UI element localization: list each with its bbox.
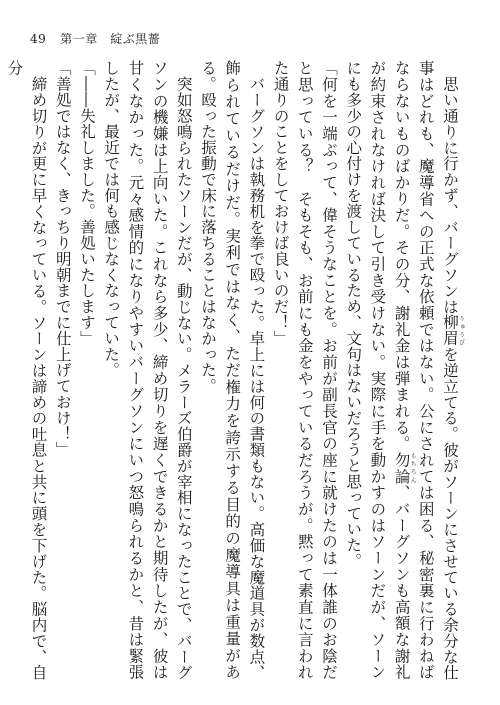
paragraph-2: 「何を一端ぶって、偉そうなことを。お前が副長官の座に就けたのは一体誰のお陰だと思っている？ そもそも、お前にも金をやっているだろうが。黙って素直に言われた通りのことをしておけば良いのだ！」 <box>271 60 338 680</box>
paragraph-6: 「善処ではなく、きっちり明朝までに仕上げておけ！」 <box>53 60 72 458</box>
ruby-mochiron <box>392 451 417 485</box>
paragraph-1-part-2: を逆立てる。彼がソーンにさせている余分な仕事はどれも、魔導省への正式な依頼ではない。公にされては困る、秘密裏に行わねばならないものばかりだ。その分、謝礼金は弾まれる。 <box>392 60 459 681</box>
page-number: 49 <box>30 32 47 46</box>
running-head <box>30 30 160 47</box>
ruby-ryubi <box>441 314 465 346</box>
paragraph-4: 突如怒鳴られたソーンだが、動じない。メラーズ伯爵が宰相になったことで、バーグソンの機嫌は上向いた。これなら多少、締め切りを遅くできるかと期待したが、彼は甘くなかった。元々感情的になりやすいバーグソンにいつ怒鳴られるかと、昔は緊張したが、最近では何も感じなくなっていた。 <box>102 60 193 680</box>
ruby-ryubi-reading: りゅうび <box>457 314 465 346</box>
paragraph-5: 「――失礼しました。善処いたします」 <box>77 60 96 347</box>
chapter-title: 第一章 綻ぶ黒薔 <box>60 32 161 46</box>
paragraph-7: 締め切りが更に早くなっている。ソーンは諦めの吐息と共に頭を下げた。脳内で、自分 <box>5 60 48 680</box>
ruby-mochiron-base: 勿論 <box>392 451 411 485</box>
ruby-ryubi-base: 柳眉 <box>441 314 459 346</box>
paragraph-1 <box>341 60 464 680</box>
body-text <box>5 60 465 681</box>
ruby-mochiron-reading: もちろん <box>409 451 417 485</box>
paragraph-1-part-1: 思い通りに行かず、バーグソンは <box>441 75 459 315</box>
paragraph-3: バーグソンは執務机を拳で殴った。卓上には何の書類もない。高価な魔道具が数点、飾られているだけだ。実利ではなく、ただ権力を誇示する目的の魔導具は重量がある。殴った振動で床に落ちることはなかった。 <box>198 60 266 680</box>
paragraph-1-part-3: 、バーグソンも高額な謝礼が約束されなければ決して引き受けない。実際に手を動かすのはソーンだが、ソーンにも多少の心付けを渡しているため、文句はないだろうと思っていた。 <box>344 60 411 680</box>
